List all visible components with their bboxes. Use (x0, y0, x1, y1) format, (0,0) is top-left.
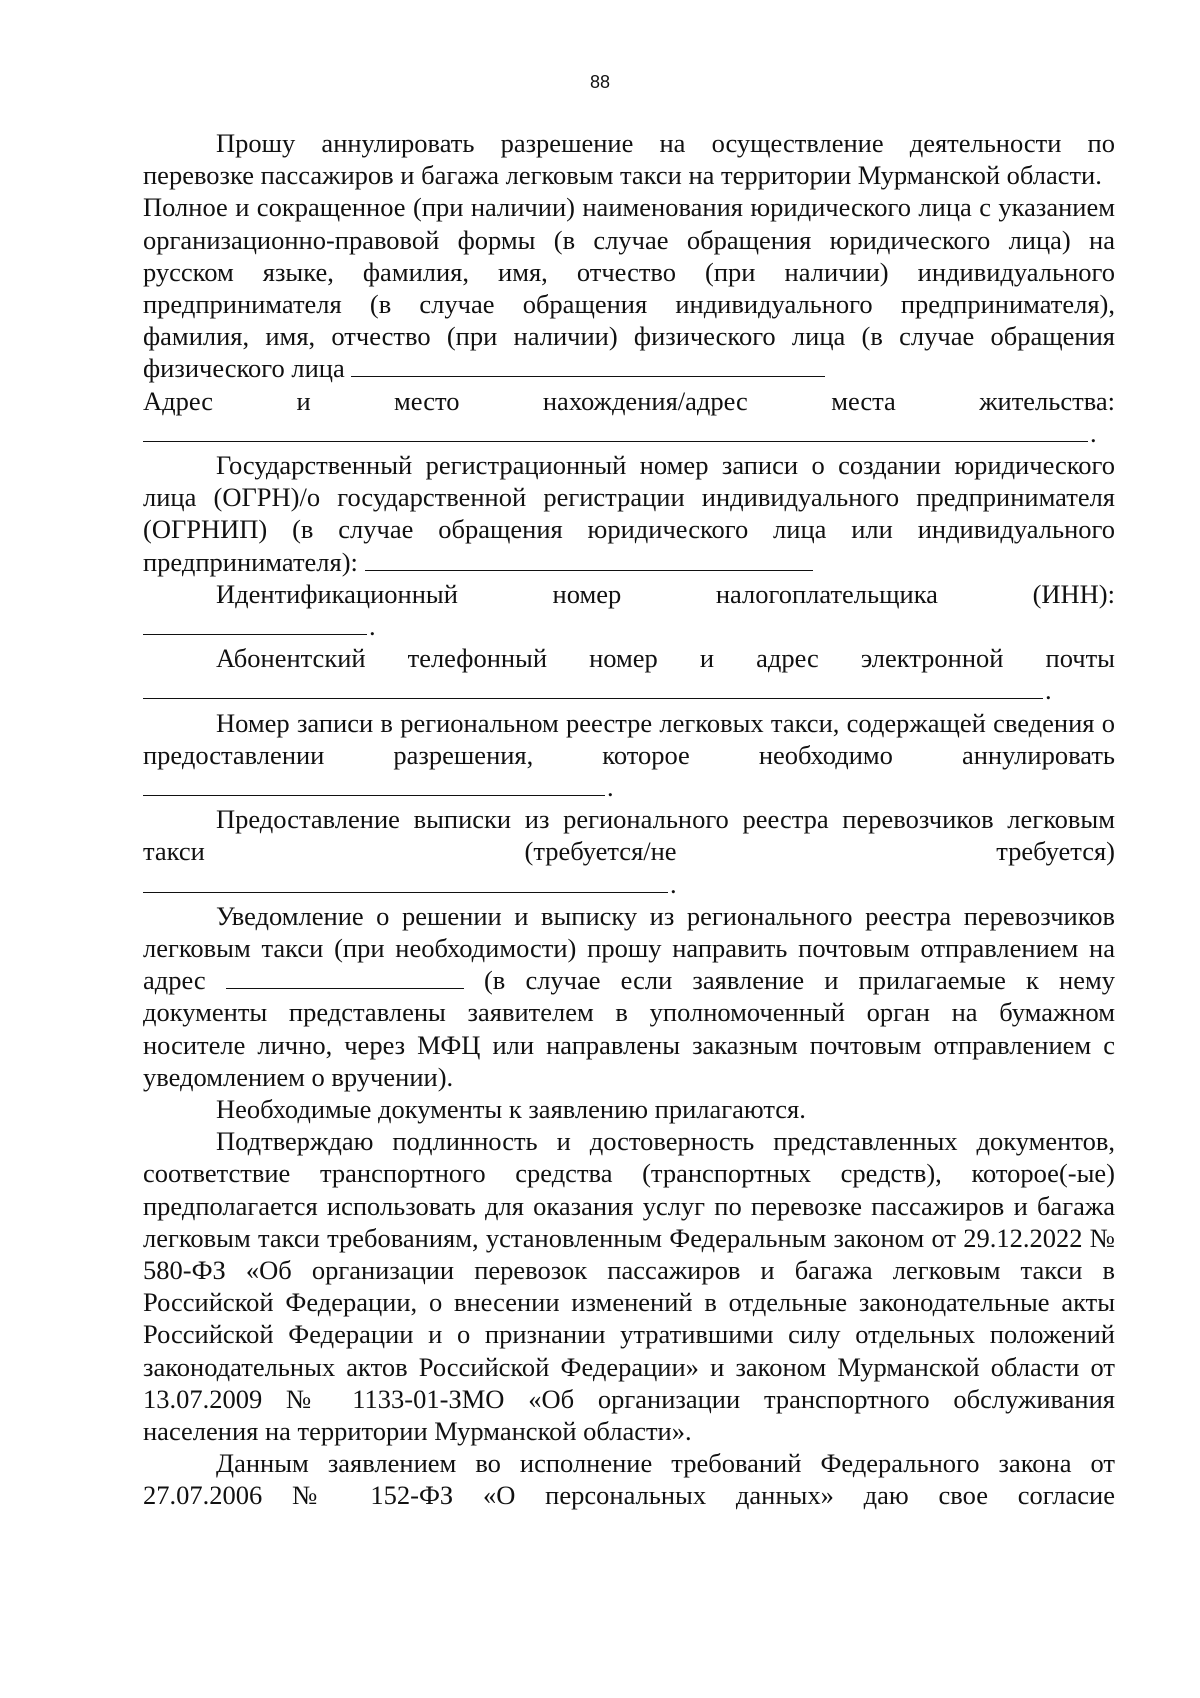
registry-record-period: . (607, 772, 614, 803)
notification-text-b: (в случае если заявление и прилагаемые к нему документы представлены заявителем в уполномоченный орган на бумажном носителе лично, через МФЦ или направлены заказным почтовым отправлением с уведомлением о вручении). (143, 965, 1115, 1092)
extract-request-field[interactable] (143, 870, 668, 893)
page-number: 88 (589, 72, 611, 92)
postal-address-field[interactable] (226, 966, 464, 989)
paragraph-applicant-name (143, 191, 1115, 384)
paragraph-registry-record: Номер записи в региональном реестре легковых такси, содержащей сведения о предоставлении разрешения, которое необходимо аннулировать (143, 707, 1115, 770)
applicant-name-label: Полное и сокращенное (при наличии) наименования юридического лица с указанием организационно-правовой формы (в случае обращения юридического лица) на русском языке, фамилия, имя, отчество (при наличии) индивидуального предпринимателя (в случае обращения индивидуального предпринимателя), фамилия, имя, отчество (при наличии) физического лица (в случае обращения физического лица (143, 192, 1115, 384)
inn-line (143, 610, 1115, 642)
paragraph-contacts-label: Абонентский телефонный номер и адрес электронной почты (216, 643, 1115, 674)
inn-period: . (369, 611, 376, 642)
ogrn-field[interactable] (365, 548, 813, 571)
contacts-field[interactable] (143, 676, 1043, 699)
contacts-period: . (1045, 675, 1052, 706)
paragraph-ogrn (143, 449, 1115, 578)
paragraph-confirmation: Подтверждаю подлинность и достоверность представленных документов, соответствие транспортного средства (транспортных средств), которое(-ые) предполагается использовать для оказания услуг по перевозке пассажиров и багажа легковым такси требованиям, установленным Федеральным законом от 29.12.2022 № 580-ФЗ «Об организации перевозок пассажиров и багажа легковым такси в Российской Федерации, о внесении изменений в отдельные законодательные акты Российской Федерации и о признании утратившими силу отдельных положений законодательных актов Российской Федерации» и законом Мурманской области от 13.07.2009 № 1133-01-ЗМО «Об организации транспортного обслуживания населения на территории Мурманской области». (143, 1126, 1115, 1447)
extract-request-line (143, 868, 1115, 900)
notification-text-a: Уведомление о решении и выписку из регионального реестра перевозчиков легковым такси (при необходимости) прошу направить почтовым отправлением на адрес (143, 900, 1115, 996)
paragraph-address-label: Адрес и место нахождения/адрес места жительства: (143, 385, 1115, 416)
inn-field[interactable] (143, 612, 367, 635)
applicant-name-field[interactable] (351, 354, 825, 377)
paragraph-inn-label: Идентификационный номер налогоплательщика (ИНН): (216, 578, 1115, 609)
extract-request-period: . (670, 868, 677, 899)
registry-record-field[interactable] (143, 773, 605, 796)
registry-record-line (143, 771, 1115, 803)
address-period: . (1090, 417, 1097, 448)
ogrn-label: Государственный регистрационный номер записи о создании юридического лица (ОГРН)/о государственной регистрации индивидуального предпринимателя (ОГРНИП) (в случае обращения юридического лица или индивидуального предпринимателя): (143, 450, 1115, 577)
paragraph-notification (143, 900, 1115, 1093)
paragraph-personal-data-consent: Данным заявлением во исполнение требований Федерального закона от 27.07.2006 № 152-ФЗ «О персональных данных» даю свое согласие (143, 1448, 1115, 1511)
application-form-text (143, 127, 1115, 1512)
address-line (143, 417, 1115, 449)
paragraph-documents-attached: Необходимые документы к заявлению прилагаются. (216, 1094, 806, 1125)
paragraph-extract-request: Предоставление выписки из регионального реестра перевозчиков легковым такси (требуется/не требуется) (143, 804, 1115, 867)
address-field[interactable] (143, 419, 1088, 442)
paragraph-annul-request: Прошу аннулировать разрешение на осуществление деятельности по перевозке пассажиров и багажа легковым такси на территории Мурманской области. (143, 128, 1115, 191)
contacts-line (143, 674, 1115, 706)
